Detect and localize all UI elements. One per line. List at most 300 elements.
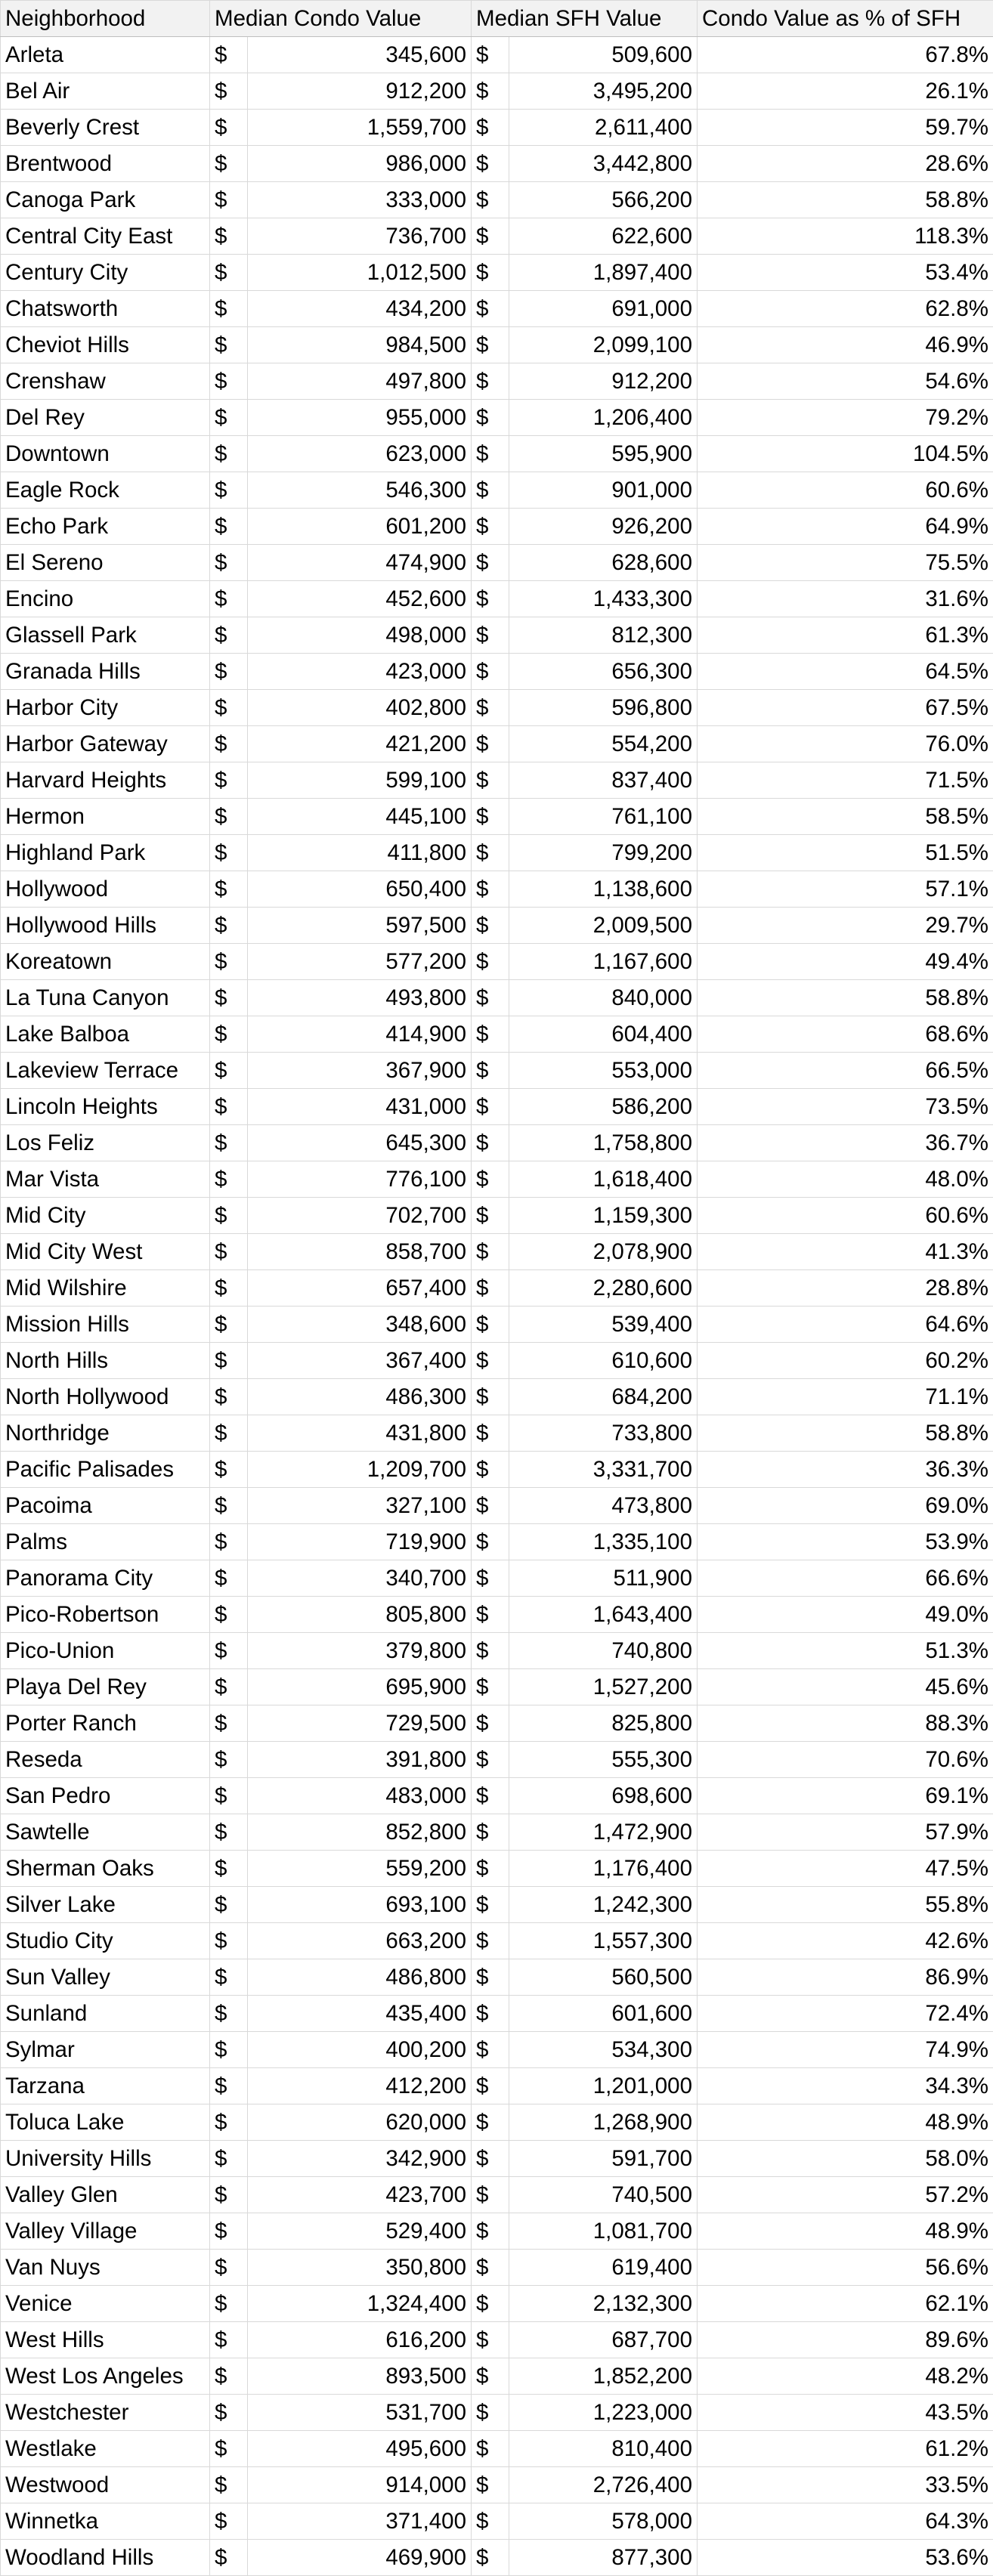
cell-condo-pct-of-sfh[interactable]: 48.9% [698,2213,993,2250]
cell-median-condo-value[interactable]: 1,012,500 [248,255,472,291]
cell-condo-pct-of-sfh[interactable]: 71.5% [698,762,993,799]
cell-condo-pct-of-sfh[interactable]: 49.4% [698,944,993,980]
cell-median-sfh-value[interactable]: 761,100 [509,799,698,835]
cell-median-sfh-value[interactable]: 825,800 [509,1705,698,1742]
cell-median-condo-value[interactable]: 495,600 [248,2431,472,2467]
cell-median-condo-value[interactable]: 469,900 [248,2540,472,2576]
cell-median-sfh-value[interactable]: 2,078,900 [509,1234,698,1270]
cell-condo-currency[interactable]: $ [210,146,248,182]
cell-condo-pct-of-sfh[interactable]: 58.8% [698,182,993,218]
cell-neighborhood[interactable]: Hollywood Hills [1,908,210,944]
cell-median-condo-value[interactable]: 719,900 [248,1524,472,1560]
cell-condo-currency[interactable]: $ [210,1633,248,1669]
cell-condo-currency[interactable]: $ [210,980,248,1016]
cell-condo-currency[interactable]: $ [210,1742,248,1778]
cell-condo-pct-of-sfh[interactable]: 60.6% [698,472,993,509]
cell-median-sfh-value[interactable]: 877,300 [509,2540,698,2576]
cell-sfh-currency[interactable]: $ [472,1705,509,1742]
cell-condo-currency[interactable]: $ [210,1307,248,1343]
cell-median-sfh-value[interactable]: 1,557,300 [509,1923,698,1959]
cell-sfh-currency[interactable]: $ [472,73,509,110]
cell-sfh-currency[interactable]: $ [472,1452,509,1488]
cell-condo-currency[interactable]: $ [210,617,248,654]
cell-neighborhood[interactable]: Hermon [1,799,210,835]
cell-median-sfh-value[interactable]: 799,200 [509,835,698,871]
cell-condo-currency[interactable]: $ [210,182,248,218]
cell-condo-currency[interactable]: $ [210,1415,248,1452]
cell-condo-pct-of-sfh[interactable]: 64.9% [698,509,993,545]
cell-condo-currency[interactable]: $ [210,1560,248,1597]
cell-condo-pct-of-sfh[interactable]: 67.8% [698,37,993,73]
cell-neighborhood[interactable]: San Pedro [1,1778,210,1814]
cell-median-condo-value[interactable]: 657,400 [248,1270,472,1307]
cell-sfh-currency[interactable]: $ [472,2431,509,2467]
cell-median-condo-value[interactable]: 695,900 [248,1669,472,1705]
cell-sfh-currency[interactable]: $ [472,1996,509,2032]
cell-condo-currency[interactable]: $ [210,1778,248,1814]
cell-condo-currency[interactable]: $ [210,1379,248,1415]
cell-condo-currency[interactable]: $ [210,2503,248,2540]
cell-neighborhood[interactable]: Reseda [1,1742,210,1778]
cell-sfh-currency[interactable]: $ [472,1198,509,1234]
cell-sfh-currency[interactable]: $ [472,2322,509,2358]
cell-condo-currency[interactable]: $ [210,2286,248,2322]
cell-sfh-currency[interactable]: $ [472,400,509,436]
cell-median-sfh-value[interactable]: 628,600 [509,545,698,581]
cell-neighborhood[interactable]: Cheviot Hills [1,327,210,363]
cell-median-condo-value[interactable]: 423,700 [248,2177,472,2213]
cell-median-sfh-value[interactable]: 1,268,900 [509,2104,698,2141]
cell-condo-currency[interactable]: $ [210,1452,248,1488]
cell-sfh-currency[interactable]: $ [472,2540,509,2576]
cell-sfh-currency[interactable]: $ [472,2503,509,2540]
cell-neighborhood[interactable]: Toluca Lake [1,2104,210,2141]
cell-median-condo-value[interactable]: 434,200 [248,291,472,327]
cell-median-sfh-value[interactable]: 740,800 [509,1633,698,1669]
cell-median-sfh-value[interactable]: 619,400 [509,2250,698,2286]
cell-condo-currency[interactable]: $ [210,2431,248,2467]
cell-median-sfh-value[interactable]: 926,200 [509,509,698,545]
cell-sfh-currency[interactable]: $ [472,2032,509,2068]
cell-neighborhood[interactable]: Lakeview Terrace [1,1053,210,1089]
cell-median-sfh-value[interactable]: 656,300 [509,654,698,690]
cell-condo-pct-of-sfh[interactable]: 48.9% [698,2104,993,2141]
cell-median-condo-value[interactable]: 650,400 [248,871,472,908]
cell-condo-pct-of-sfh[interactable]: 72.4% [698,1996,993,2032]
cell-median-sfh-value[interactable]: 1,433,300 [509,581,698,617]
cell-median-condo-value[interactable]: 445,100 [248,799,472,835]
cell-condo-currency[interactable]: $ [210,2141,248,2177]
cell-condo-currency[interactable]: $ [210,1198,248,1234]
cell-median-condo-value[interactable]: 577,200 [248,944,472,980]
cell-median-sfh-value[interactable]: 733,800 [509,1415,698,1452]
cell-sfh-currency[interactable]: $ [472,291,509,327]
cell-condo-currency[interactable]: $ [210,762,248,799]
cell-condo-currency[interactable]: $ [210,400,248,436]
cell-condo-currency[interactable]: $ [210,1887,248,1923]
cell-median-sfh-value[interactable]: 1,897,400 [509,255,698,291]
cell-condo-pct-of-sfh[interactable]: 88.3% [698,1705,993,1742]
cell-condo-currency[interactable]: $ [210,73,248,110]
cell-sfh-currency[interactable]: $ [472,436,509,472]
cell-condo-currency[interactable]: $ [210,1016,248,1053]
cell-condo-currency[interactable]: $ [210,110,248,146]
cell-neighborhood[interactable]: Eagle Rock [1,472,210,509]
cell-neighborhood[interactable]: Mid City [1,1198,210,1234]
cell-condo-currency[interactable]: $ [210,545,248,581]
cell-median-condo-value[interactable]: 559,200 [248,1851,472,1887]
cell-sfh-currency[interactable]: $ [472,1307,509,1343]
cell-neighborhood[interactable]: Pacoima [1,1488,210,1524]
cell-median-sfh-value[interactable]: 2,280,600 [509,1270,698,1307]
cell-condo-pct-of-sfh[interactable]: 118.3% [698,218,993,255]
cell-condo-currency[interactable]: $ [210,1089,248,1125]
cell-condo-pct-of-sfh[interactable]: 60.2% [698,1343,993,1379]
cell-median-condo-value[interactable]: 367,900 [248,1053,472,1089]
cell-neighborhood[interactable]: Chatsworth [1,291,210,327]
cell-condo-pct-of-sfh[interactable]: 69.0% [698,1488,993,1524]
cell-sfh-currency[interactable]: $ [472,1633,509,1669]
cell-condo-currency[interactable]: $ [210,835,248,871]
cell-condo-currency[interactable]: $ [210,472,248,509]
cell-median-condo-value[interactable]: 729,500 [248,1705,472,1742]
cell-sfh-currency[interactable]: $ [472,327,509,363]
cell-condo-currency[interactable]: $ [210,1851,248,1887]
cell-sfh-currency[interactable]: $ [472,581,509,617]
cell-median-sfh-value[interactable]: 553,000 [509,1053,698,1089]
cell-median-condo-value[interactable]: 893,500 [248,2358,472,2395]
cell-neighborhood[interactable]: Woodland Hills [1,2540,210,2576]
cell-sfh-currency[interactable]: $ [472,1851,509,1887]
cell-median-condo-value[interactable]: 493,800 [248,980,472,1016]
cell-median-condo-value[interactable]: 986,000 [248,146,472,182]
cell-sfh-currency[interactable]: $ [472,1669,509,1705]
cell-condo-currency[interactable]: $ [210,255,248,291]
cell-sfh-currency[interactable]: $ [472,1125,509,1161]
cell-sfh-currency[interactable]: $ [472,218,509,255]
cell-sfh-currency[interactable]: $ [472,1161,509,1198]
cell-condo-pct-of-sfh[interactable]: 64.5% [698,654,993,690]
cell-median-condo-value[interactable]: 616,200 [248,2322,472,2358]
cell-median-condo-value[interactable]: 663,200 [248,1923,472,1959]
cell-median-sfh-value[interactable]: 539,400 [509,1307,698,1343]
cell-median-sfh-value[interactable]: 1,138,600 [509,871,698,908]
cell-median-condo-value[interactable]: 391,800 [248,1742,472,1778]
cell-condo-currency[interactable]: $ [210,363,248,400]
cell-sfh-currency[interactable]: $ [472,726,509,762]
cell-neighborhood[interactable]: Pacific Palisades [1,1452,210,1488]
cell-condo-currency[interactable]: $ [210,944,248,980]
cell-condo-currency[interactable]: $ [210,509,248,545]
cell-sfh-currency[interactable]: $ [472,617,509,654]
cell-sfh-currency[interactable]: $ [472,908,509,944]
cell-condo-currency[interactable]: $ [210,1270,248,1307]
cell-median-sfh-value[interactable]: 1,201,000 [509,2068,698,2104]
cell-median-sfh-value[interactable]: 810,400 [509,2431,698,2467]
cell-median-condo-value[interactable]: 702,700 [248,1198,472,1234]
cell-condo-pct-of-sfh[interactable]: 79.2% [698,400,993,436]
cell-condo-currency[interactable]: $ [210,2213,248,2250]
cell-median-condo-value[interactable]: 371,400 [248,2503,472,2540]
cell-median-sfh-value[interactable]: 3,495,200 [509,73,698,110]
cell-median-sfh-value[interactable]: 1,618,400 [509,1161,698,1198]
cell-condo-currency[interactable]: $ [210,2358,248,2395]
cell-neighborhood[interactable]: Century City [1,255,210,291]
cell-median-sfh-value[interactable]: 912,200 [509,363,698,400]
cell-median-condo-value[interactable]: 452,600 [248,581,472,617]
cell-median-sfh-value[interactable]: 554,200 [509,726,698,762]
cell-condo-pct-of-sfh[interactable]: 48.0% [698,1161,993,1198]
cell-neighborhood[interactable]: Lincoln Heights [1,1089,210,1125]
cell-median-sfh-value[interactable]: 740,500 [509,2177,698,2213]
cell-condo-pct-of-sfh[interactable]: 45.6% [698,1669,993,1705]
cell-neighborhood[interactable]: La Tuna Canyon [1,980,210,1016]
cell-condo-pct-of-sfh[interactable]: 66.5% [698,1053,993,1089]
cell-neighborhood[interactable]: Koreatown [1,944,210,980]
cell-condo-pct-of-sfh[interactable]: 67.5% [698,690,993,726]
cell-condo-currency[interactable]: $ [210,1343,248,1379]
cell-median-condo-value[interactable]: 852,800 [248,1814,472,1851]
cell-median-condo-value[interactable]: 531,700 [248,2395,472,2431]
cell-condo-pct-of-sfh[interactable]: 41.3% [698,1234,993,1270]
cell-condo-pct-of-sfh[interactable]: 42.6% [698,1923,993,1959]
cell-neighborhood[interactable]: Sun Valley [1,1959,210,1996]
cell-median-condo-value[interactable]: 340,700 [248,1560,472,1597]
cell-condo-currency[interactable]: $ [210,1125,248,1161]
cell-sfh-currency[interactable]: $ [472,654,509,690]
cell-condo-pct-of-sfh[interactable]: 62.8% [698,291,993,327]
cell-condo-pct-of-sfh[interactable]: 51.3% [698,1633,993,1669]
cell-neighborhood[interactable]: Harvard Heights [1,762,210,799]
cell-median-condo-value[interactable]: 431,000 [248,1089,472,1125]
cell-neighborhood[interactable]: Westlake [1,2431,210,2467]
cell-condo-pct-of-sfh[interactable]: 53.9% [698,1524,993,1560]
cell-sfh-currency[interactable]: $ [472,799,509,835]
cell-neighborhood[interactable]: Panorama City [1,1560,210,1597]
cell-median-sfh-value[interactable]: 2,726,400 [509,2467,698,2503]
cell-sfh-currency[interactable]: $ [472,2104,509,2141]
cell-condo-pct-of-sfh[interactable]: 74.9% [698,2032,993,2068]
cell-sfh-currency[interactable]: $ [472,690,509,726]
cell-neighborhood[interactable]: Glassell Park [1,617,210,654]
cell-sfh-currency[interactable]: $ [472,1270,509,1307]
cell-condo-pct-of-sfh[interactable]: 75.5% [698,545,993,581]
cell-median-condo-value[interactable]: 348,600 [248,1307,472,1343]
cell-neighborhood[interactable]: University Hills [1,2141,210,2177]
cell-condo-pct-of-sfh[interactable]: 69.1% [698,1778,993,1814]
cell-median-sfh-value[interactable]: 1,472,900 [509,1814,698,1851]
cell-median-sfh-value[interactable]: 1,643,400 [509,1597,698,1633]
cell-condo-pct-of-sfh[interactable]: 48.2% [698,2358,993,2395]
cell-median-condo-value[interactable]: 601,200 [248,509,472,545]
cell-median-condo-value[interactable]: 421,200 [248,726,472,762]
cell-neighborhood[interactable]: Northridge [1,1415,210,1452]
cell-neighborhood[interactable]: Playa Del Rey [1,1669,210,1705]
cell-neighborhood[interactable]: Central City East [1,218,210,255]
cell-neighborhood[interactable]: Granada Hills [1,654,210,690]
cell-median-sfh-value[interactable]: 691,000 [509,291,698,327]
cell-median-condo-value[interactable]: 423,000 [248,654,472,690]
cell-neighborhood[interactable]: West Hills [1,2322,210,2358]
cell-median-condo-value[interactable]: 367,400 [248,1343,472,1379]
cell-condo-pct-of-sfh[interactable]: 58.8% [698,1415,993,1452]
cell-median-condo-value[interactable]: 411,800 [248,835,472,871]
cell-condo-currency[interactable]: $ [210,2177,248,2213]
cell-median-condo-value[interactable]: 379,800 [248,1633,472,1669]
cell-median-sfh-value[interactable]: 1,758,800 [509,1125,698,1161]
cell-condo-pct-of-sfh[interactable]: 56.6% [698,2250,993,2286]
cell-condo-pct-of-sfh[interactable]: 66.6% [698,1560,993,1597]
cell-condo-pct-of-sfh[interactable]: 47.5% [698,1851,993,1887]
cell-sfh-currency[interactable]: $ [472,1742,509,1778]
cell-neighborhood[interactable]: Valley Village [1,2213,210,2250]
cell-condo-pct-of-sfh[interactable]: 49.0% [698,1597,993,1633]
cell-condo-currency[interactable]: $ [210,37,248,73]
cell-condo-pct-of-sfh[interactable]: 58.8% [698,980,993,1016]
cell-sfh-currency[interactable]: $ [472,2141,509,2177]
cell-condo-currency[interactable]: $ [210,2068,248,2104]
cell-median-sfh-value[interactable]: 812,300 [509,617,698,654]
cell-median-condo-value[interactable]: 435,400 [248,1996,472,2032]
cell-condo-pct-of-sfh[interactable]: 64.3% [698,2503,993,2540]
cell-condo-pct-of-sfh[interactable]: 57.9% [698,1814,993,1851]
cell-neighborhood[interactable]: Silver Lake [1,1887,210,1923]
cell-condo-currency[interactable]: $ [210,1234,248,1270]
cell-neighborhood[interactable]: Hollywood [1,871,210,908]
cell-neighborhood[interactable]: Highland Park [1,835,210,871]
cell-sfh-currency[interactable]: $ [472,146,509,182]
cell-median-condo-value[interactable]: 402,800 [248,690,472,726]
cell-condo-currency[interactable]: $ [210,1996,248,2032]
cell-sfh-currency[interactable]: $ [472,2250,509,2286]
cell-neighborhood[interactable]: Arleta [1,37,210,73]
cell-condo-pct-of-sfh[interactable]: 86.9% [698,1959,993,1996]
cell-sfh-currency[interactable]: $ [472,2213,509,2250]
cell-median-sfh-value[interactable]: 1,176,400 [509,1851,698,1887]
cell-sfh-currency[interactable]: $ [472,1343,509,1379]
cell-neighborhood[interactable]: Pico-Robertson [1,1597,210,1633]
cell-neighborhood[interactable]: Venice [1,2286,210,2322]
cell-median-condo-value[interactable]: 1,209,700 [248,1452,472,1488]
cell-condo-pct-of-sfh[interactable]: 54.6% [698,363,993,400]
cell-condo-currency[interactable]: $ [210,2322,248,2358]
cell-condo-pct-of-sfh[interactable]: 28.6% [698,146,993,182]
cell-condo-pct-of-sfh[interactable]: 76.0% [698,726,993,762]
cell-sfh-currency[interactable]: $ [472,2358,509,2395]
cell-condo-pct-of-sfh[interactable]: 60.6% [698,1198,993,1234]
cell-condo-pct-of-sfh[interactable]: 53.6% [698,2540,993,2576]
cell-condo-pct-of-sfh[interactable]: 53.4% [698,255,993,291]
cell-median-sfh-value[interactable]: 901,000 [509,472,698,509]
cell-condo-currency[interactable]: $ [210,218,248,255]
cell-median-condo-value[interactable]: 955,000 [248,400,472,436]
cell-median-condo-value[interactable]: 474,900 [248,545,472,581]
cell-neighborhood[interactable]: Westchester [1,2395,210,2431]
cell-condo-pct-of-sfh[interactable]: 61.3% [698,617,993,654]
cell-neighborhood[interactable]: North Hills [1,1343,210,1379]
cell-condo-currency[interactable]: $ [210,1959,248,1996]
cell-sfh-currency[interactable]: $ [472,1887,509,1923]
cell-condo-currency[interactable]: $ [210,908,248,944]
cell-median-sfh-value[interactable]: 1,527,200 [509,1669,698,1705]
cell-median-sfh-value[interactable]: 560,500 [509,1959,698,1996]
cell-condo-pct-of-sfh[interactable]: 57.1% [698,871,993,908]
cell-neighborhood[interactable]: Mid City West [1,1234,210,1270]
cell-median-sfh-value[interactable]: 1,335,100 [509,1524,698,1560]
cell-condo-pct-of-sfh[interactable]: 64.6% [698,1307,993,1343]
cell-median-sfh-value[interactable]: 3,331,700 [509,1452,698,1488]
cell-sfh-currency[interactable]: $ [472,1016,509,1053]
cell-condo-pct-of-sfh[interactable]: 43.5% [698,2395,993,2431]
cell-condo-currency[interactable]: $ [210,1814,248,1851]
cell-condo-pct-of-sfh[interactable]: 29.7% [698,908,993,944]
cell-median-sfh-value[interactable]: 2,009,500 [509,908,698,944]
cell-median-sfh-value[interactable]: 596,800 [509,690,698,726]
cell-condo-pct-of-sfh[interactable]: 71.1% [698,1379,993,1415]
cell-sfh-currency[interactable]: $ [472,1234,509,1270]
cell-neighborhood[interactable]: Crenshaw [1,363,210,400]
cell-median-sfh-value[interactable]: 610,600 [509,1343,698,1379]
cell-condo-currency[interactable]: $ [210,1923,248,1959]
cell-neighborhood[interactable]: Harbor City [1,690,210,726]
cell-sfh-currency[interactable]: $ [472,182,509,218]
cell-neighborhood[interactable]: Winnetka [1,2503,210,2540]
cell-sfh-currency[interactable]: $ [472,1814,509,1851]
cell-condo-pct-of-sfh[interactable]: 31.6% [698,581,993,617]
cell-neighborhood[interactable]: Sawtelle [1,1814,210,1851]
cell-median-sfh-value[interactable]: 698,600 [509,1778,698,1814]
cell-median-condo-value[interactable]: 805,800 [248,1597,472,1633]
cell-neighborhood[interactable]: Los Feliz [1,1125,210,1161]
cell-neighborhood[interactable]: Mission Hills [1,1307,210,1343]
cell-median-sfh-value[interactable]: 687,700 [509,2322,698,2358]
cell-condo-currency[interactable]: $ [210,1053,248,1089]
cell-neighborhood[interactable]: Tarzana [1,2068,210,2104]
cell-sfh-currency[interactable]: $ [472,509,509,545]
cell-neighborhood[interactable]: Palms [1,1524,210,1560]
cell-condo-currency[interactable]: $ [210,1161,248,1198]
cell-condo-currency[interactable]: $ [210,2250,248,2286]
cell-median-condo-value[interactable]: 645,300 [248,1125,472,1161]
cell-sfh-currency[interactable]: $ [472,871,509,908]
cell-median-sfh-value[interactable]: 2,132,300 [509,2286,698,2322]
cell-condo-pct-of-sfh[interactable]: 36.3% [698,1452,993,1488]
cell-sfh-currency[interactable]: $ [472,2286,509,2322]
cell-neighborhood[interactable]: Van Nuys [1,2250,210,2286]
cell-median-sfh-value[interactable]: 591,700 [509,2141,698,2177]
cell-condo-pct-of-sfh[interactable]: 59.7% [698,110,993,146]
cell-neighborhood[interactable]: Canoga Park [1,182,210,218]
cell-sfh-currency[interactable]: $ [472,545,509,581]
cell-sfh-currency[interactable]: $ [472,944,509,980]
cell-median-sfh-value[interactable]: 2,099,100 [509,327,698,363]
cell-condo-currency[interactable]: $ [210,799,248,835]
cell-condo-pct-of-sfh[interactable]: 58.0% [698,2141,993,2177]
cell-condo-currency[interactable]: $ [210,1488,248,1524]
cell-condo-currency[interactable]: $ [210,2104,248,2141]
header-median-condo-value[interactable]: Median Condo Value [210,1,472,37]
cell-neighborhood[interactable]: Del Rey [1,400,210,436]
cell-median-sfh-value[interactable]: 837,400 [509,762,698,799]
cell-median-sfh-value[interactable]: 511,900 [509,1560,698,1597]
cell-median-sfh-value[interactable]: 1,223,000 [509,2395,698,2431]
cell-median-condo-value[interactable]: 497,800 [248,363,472,400]
cell-sfh-currency[interactable]: $ [472,1923,509,1959]
cell-median-condo-value[interactable]: 498,000 [248,617,472,654]
cell-median-sfh-value[interactable]: 566,200 [509,182,698,218]
cell-condo-currency[interactable]: $ [210,654,248,690]
cell-condo-currency[interactable]: $ [210,2540,248,2576]
